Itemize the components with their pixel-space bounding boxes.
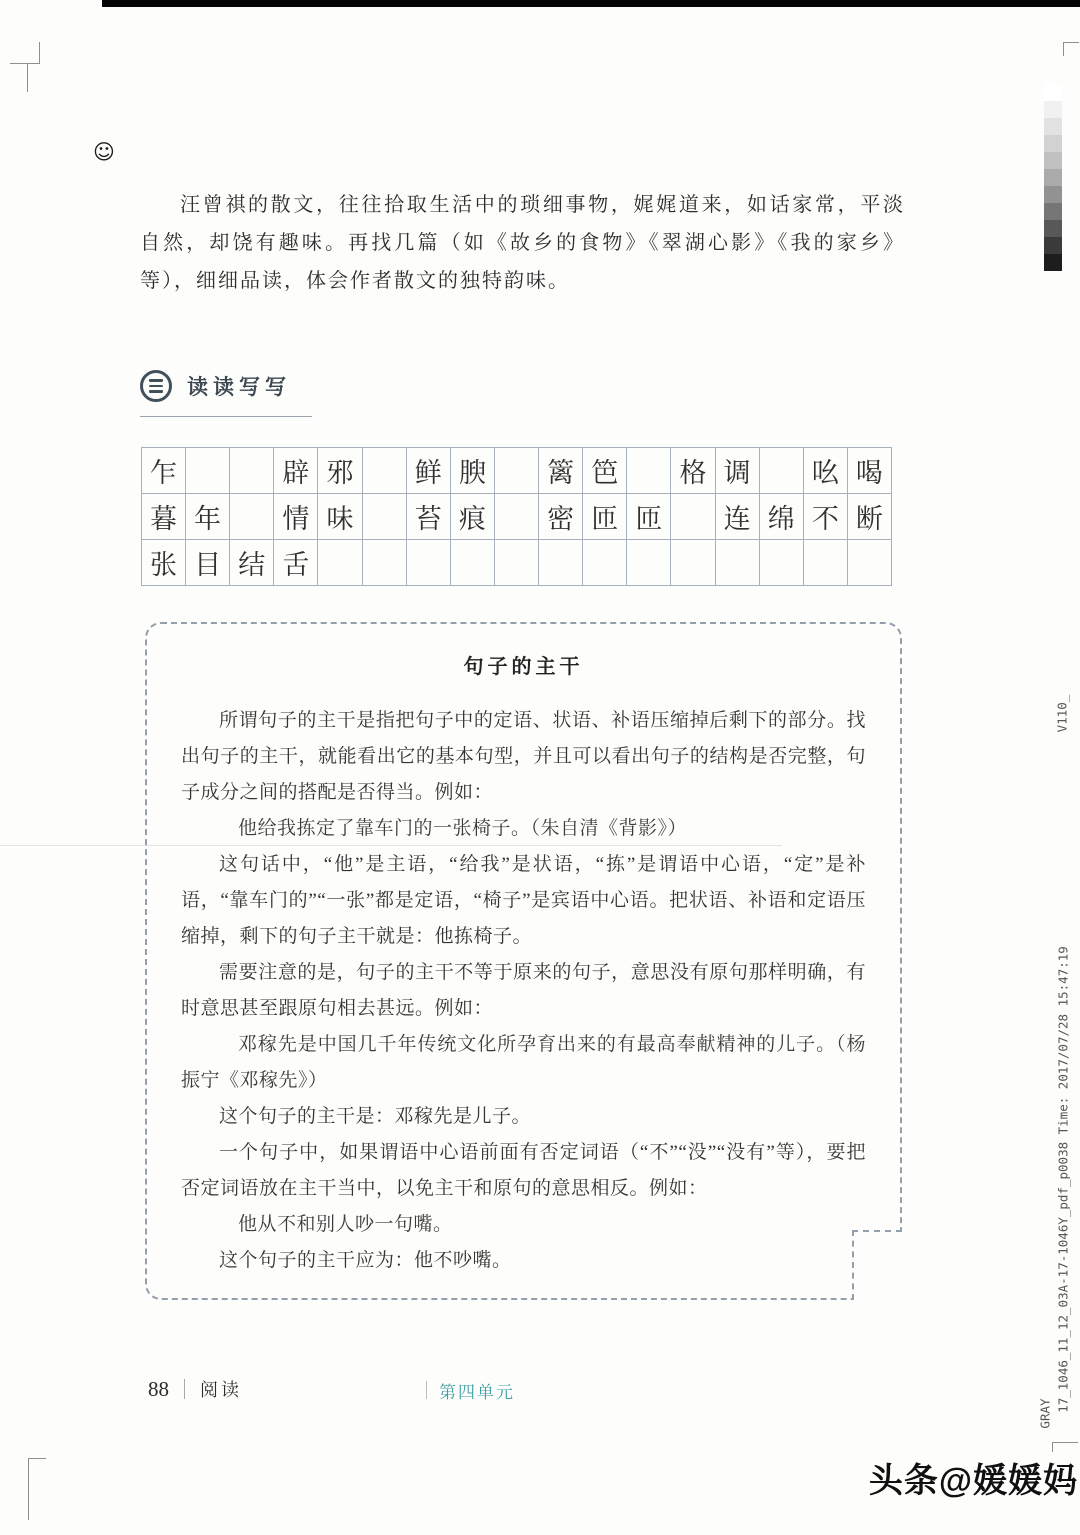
grammar-paragraph: 所谓句子的主干是指把句子中的定语、状语、补语压缩掉后剩下的部分。找出句子的主干，就能看出它的基本句型，并且可以看出句子的结构是否完整，句子成分之间的搭配是否得当。例如：: [181, 710, 866, 803]
grid-cell: [407, 540, 450, 585]
grid-cell: 笆: [583, 448, 626, 493]
grammar-box-title: 句子的主干: [463, 656, 584, 678]
grammar-paragraph: 邓稼先是中国几千年传统文化所孕育出来的有最高奉献精神的儿子。（杨振宁《邓稼先》）: [181, 1034, 866, 1091]
footer-section-label: 阅读: [200, 1380, 242, 1400]
section-underline: [140, 416, 312, 417]
grid-cell: 张: [142, 540, 185, 585]
grid-cell: [671, 494, 714, 539]
grid-cell: [230, 494, 273, 539]
grammar-paragraph: 他从不和别人吵一句嘴。: [238, 1214, 453, 1235]
grid-cell: [186, 448, 229, 493]
grid-cell: 绵: [760, 494, 803, 539]
grid-cell: 匝: [583, 494, 626, 539]
grammar-paragraph: 这个句子的主干是：邓稼先是儿子。: [219, 1106, 532, 1127]
section-header: [140, 370, 291, 402]
grammar-paragraph: 他给我拣定了靠车门的一张椅子。（朱自清《背影》）: [238, 818, 688, 839]
grid-cell: 篱: [539, 448, 582, 493]
grid-cell: 痕: [451, 494, 494, 539]
grid-cell: [583, 540, 626, 585]
grayscale-step: [1044, 84, 1062, 101]
grayscale-step: [1044, 101, 1062, 118]
grayscale-step: [1044, 203, 1062, 220]
grayscale-step: [1044, 118, 1062, 135]
grid-cell: [230, 448, 273, 493]
list-circle-icon: [140, 370, 172, 402]
grid-cell: 暮: [142, 494, 185, 539]
section-title: 读读写写: [187, 375, 291, 399]
watermark-text: 头条@媛媛妈: [868, 1462, 1078, 1500]
grid-cell: 密: [539, 494, 582, 539]
grid-cell: 吆: [804, 448, 847, 493]
grid-cell: [495, 494, 538, 539]
grayscale-calibration-bar: [1044, 84, 1062, 271]
intro-paragraph: 汪曾祺的散文，往往拾取生活中的琐细事物，娓娓道来，如话家常，平淡自然，却饶有趣味。再找几篇（如《故乡的食物》《翠湖心影》《我的家乡》等），细细品读，体会作者散文的独特韵味。: [140, 194, 905, 292]
grammar-paragraph: 需要注意的是，句子的主干不等于原来的句子，意思没有原句那样明确，有时意思甚至跟原句相去甚远。例如：: [181, 962, 866, 1019]
grid-cell: 辟: [274, 448, 317, 493]
grid-cell: 舌: [274, 540, 317, 585]
grid-cell: [760, 540, 803, 585]
print-metadata-line: 17_1046_11_12_03A-17-1046Y_pdf_p0038 Time: 2017/07/28 15:47:19: [1055, 946, 1071, 1413]
grid-cell: [627, 448, 670, 493]
grayscale-step: [1044, 237, 1062, 254]
grammar-box-body: [181, 703, 866, 1279]
footer-divider: [184, 1379, 185, 1399]
grid-cell: 调: [716, 448, 759, 493]
grayscale-step: [1044, 169, 1062, 186]
grammar-paragraph: 这个句子的主干应为：他不吵嘴。: [219, 1250, 512, 1271]
footer-unit-divider: [426, 1381, 427, 1399]
grid-cell: [760, 448, 803, 493]
grid-cell: 结: [230, 540, 273, 585]
grid-cell: 腴: [451, 448, 494, 493]
grid-cell: 喝: [848, 448, 891, 493]
grid-cell: [495, 448, 538, 493]
grid-cell: [804, 540, 847, 585]
crop-mark-top-left: [10, 42, 40, 64]
grid-cell: 情: [274, 494, 317, 539]
grid-cell: 连: [716, 494, 759, 539]
grayscale-step: [1044, 220, 1062, 237]
grid-cell: 乍: [142, 448, 185, 493]
page-footer: [148, 1376, 242, 1402]
page-number: 88: [148, 1376, 169, 1401]
crop-mark-top-right: [1063, 42, 1079, 56]
grid-cell: [848, 540, 891, 585]
grid-cell: [363, 540, 406, 585]
crop-mark-bottom-left: [28, 1458, 46, 1520]
grammar-knowledge-box: [145, 622, 902, 1300]
grid-cell: 不: [804, 494, 847, 539]
grid-cell: [363, 494, 406, 539]
print-gray-label: GRAY: [1037, 1398, 1053, 1429]
crop-mark-bottom-right: [1052, 1442, 1078, 1452]
grid-cell: 鲜: [407, 448, 450, 493]
grid-cell: [451, 540, 494, 585]
grid-cell: [363, 448, 406, 493]
grid-cell: 邪: [318, 448, 361, 493]
smiley-icon: ☺: [93, 140, 115, 164]
grammar-paragraph: 这句话中，“他”是主语，“给我”是状语，“拣”是谓语中心语，“定”是补语，“靠车门的”“一张”都是定语，“椅子”是宾语中心语。把状语、补语和定语压缩掉，剩下的句子主干就是：他拣椅子。: [181, 854, 866, 947]
grayscale-step: [1044, 135, 1062, 152]
grayscale-step: [1044, 254, 1062, 271]
grid-cell: [716, 540, 759, 585]
vocabulary-writing-grid: [141, 447, 892, 586]
grid-cell: 断: [848, 494, 891, 539]
grayscale-step: [1044, 186, 1062, 203]
grid-cell: 苔: [407, 494, 450, 539]
crop-mark-top-left-inner: [10, 64, 28, 92]
grammar-paragraph: 一个句子中，如果谓语中心语前面有否定词语（“不”“没”“没有”等），要把否定词语放在主干当中，以免主干和原句的意思相反。例如：: [181, 1142, 866, 1199]
footer-unit: [426, 1378, 515, 1402]
grid-cell: [539, 540, 582, 585]
grid-cell: [318, 540, 361, 585]
box-corner-notch: [852, 1230, 902, 1300]
print-version-label: V110_: [1054, 694, 1070, 733]
grid-cell: 目: [186, 540, 229, 585]
grid-cell: [495, 540, 538, 585]
grid-cell: 匝: [627, 494, 670, 539]
grid-cell: 味: [318, 494, 361, 539]
grid-cell: [627, 540, 670, 585]
grid-cell: [671, 540, 714, 585]
grayscale-step: [1044, 152, 1062, 169]
footer-unit-label: 第四单元: [439, 1382, 515, 1402]
grid-cell: 年: [186, 494, 229, 539]
scan-top-edge: [102, 0, 1080, 7]
grid-cell: 格: [671, 448, 714, 493]
